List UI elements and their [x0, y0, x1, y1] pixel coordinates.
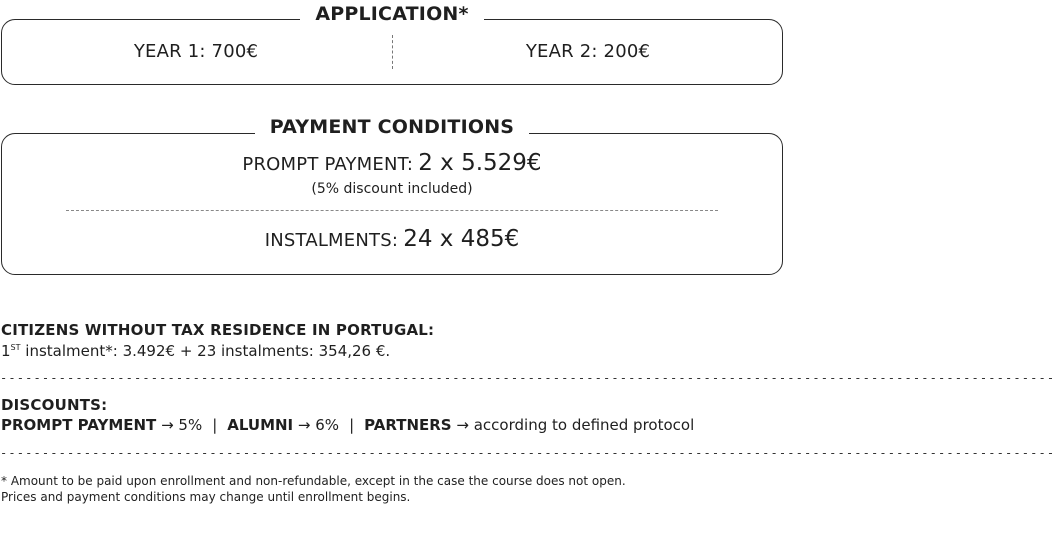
instalments-label: INSTALMENTS:	[264, 230, 399, 251]
discount-alumni-name: ALUMNI	[227, 416, 294, 434]
discount-alumni-value: → 6%	[297, 416, 340, 434]
prompt-payment-note: (5% discount included)	[311, 181, 473, 197]
payment-divider	[66, 210, 718, 211]
instalments-value: 24 x 485€	[403, 226, 520, 252]
prompt-payment-line	[0, 150, 784, 176]
discount-separator: |	[349, 416, 355, 434]
year1-price: YEAR 1: 700€	[133, 41, 259, 62]
instalments-line	[0, 226, 784, 252]
footnote-enrollment: * Amount to be paid upon enrollment and non-refundable, except in the case the course does not open.	[1, 474, 626, 488]
citizens-heading: CITIZENS WITHOUT TAX RESIDENCE IN PORTUGAL:	[1, 321, 435, 339]
payment-conditions-title: PAYMENT CONDITIONS	[0, 115, 784, 139]
section-divider-1: ------------------------------------------------------------------------------------------------------------------------------	[0, 371, 1055, 385]
application-title: APPLICATION*	[0, 2, 784, 26]
prompt-payment-label: PROMPT PAYMENT:	[242, 154, 414, 175]
prompt-payment-value: 2 x 5.529€	[418, 150, 542, 176]
citizens-instalment-line: 1ST instalment*: 3.492€ + 23 instalments: 354,26 €.	[1, 342, 391, 360]
discount-prompt-value: → 5%	[161, 416, 203, 434]
section-divider-2: ------------------------------------------------------------------------------------------------------------------------------	[0, 446, 1055, 460]
discounts-line	[1, 416, 694, 434]
footnote-prices: Prices and payment conditions may change until enrollment begins.	[1, 490, 411, 504]
discounts-heading: DISCOUNTS:	[1, 396, 108, 414]
year2-price: YEAR 2: 200€	[525, 41, 651, 62]
discount-partners-value: → according to defined protocol	[456, 416, 695, 434]
discount-partners-name: PARTNERS	[364, 416, 452, 434]
discount-prompt-name: PROMPT PAYMENT	[1, 416, 157, 434]
discount-separator: |	[212, 416, 218, 434]
